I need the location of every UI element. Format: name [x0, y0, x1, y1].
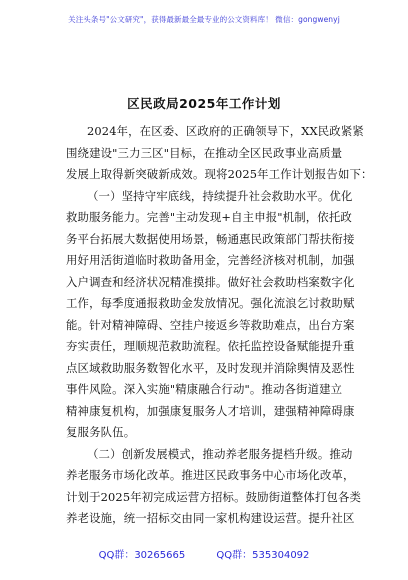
body-line: 用好用活街道临时救助备用金，完善经济核对机制，加强	[66, 253, 355, 267]
body-line: 养老设施，统一招标交由同一家机构建设运营。提升社区	[66, 511, 355, 525]
body-line: 围绕建设"三力三区"目标，在推动全区民政事业高质量	[66, 145, 343, 160]
body-line: 复服务队伍。	[66, 425, 136, 439]
body-line: 事件风险。深入实施"精康融合行动"。推动各街道建立	[66, 382, 343, 396]
document-body	[66, 121, 373, 530]
body-line: 计划于2025年初完成运营方招标。鼓励街道整体打包各类	[66, 489, 362, 504]
qq-group-2: QQ群：535304092	[216, 550, 310, 561]
body-line: 救助服务能力。完善"主动发现+自主申报"机制，依托政	[66, 210, 352, 224]
body-line: （二）创新发展模式，推动养老服务提档升级。推动	[87, 446, 353, 461]
body-line: 养老服务市场化改革。推进区民政事务中心市场化改革，	[66, 468, 355, 482]
footer-banner	[0, 546, 408, 561]
body-line: 入户调查和经济状况精准摸排。做好社会救助档案数字化	[66, 274, 355, 289]
body-line: （一）坚持守牢底线，持续提升社会救助水平。优化	[87, 188, 353, 203]
body-line: 发展上取得新突破新成效。现将2025年工作计划报告如下：	[66, 167, 373, 181]
body-line: 点区域救助服务数智化水平，及时发现并消除舆情及恶性	[66, 360, 355, 375]
body-line: 夯实责任，理顺规范救助流程。依托监控设备赋能提升重	[66, 339, 355, 353]
body-line: 能。针对精神障碍、空挂户接返乡等救助难点，出台方案	[66, 317, 355, 332]
body-line: 2024年，在区委、区政府的正确领导下，XX民政紧紧	[87, 124, 364, 138]
body-line: 务平台拓展大数据使用场景，畅通惠民政策部门帮扶衔接	[66, 231, 355, 246]
body-line: 精神康复机构，加强康复服务人才培训，建强精神障碍康	[66, 403, 355, 418]
document-title: 区民政局2025年工作计划	[127, 96, 281, 111]
body-line: 工作，每季度通报救助金发放情况。强化流浪乞讨救助赋	[66, 296, 355, 310]
promo-banner: 关注头条号"公文研究"，获得最新最全最专业的公文资料库！ 微信：gongwenyj	[68, 15, 340, 24]
qq-group-1: QQ群：30265665	[98, 550, 186, 561]
